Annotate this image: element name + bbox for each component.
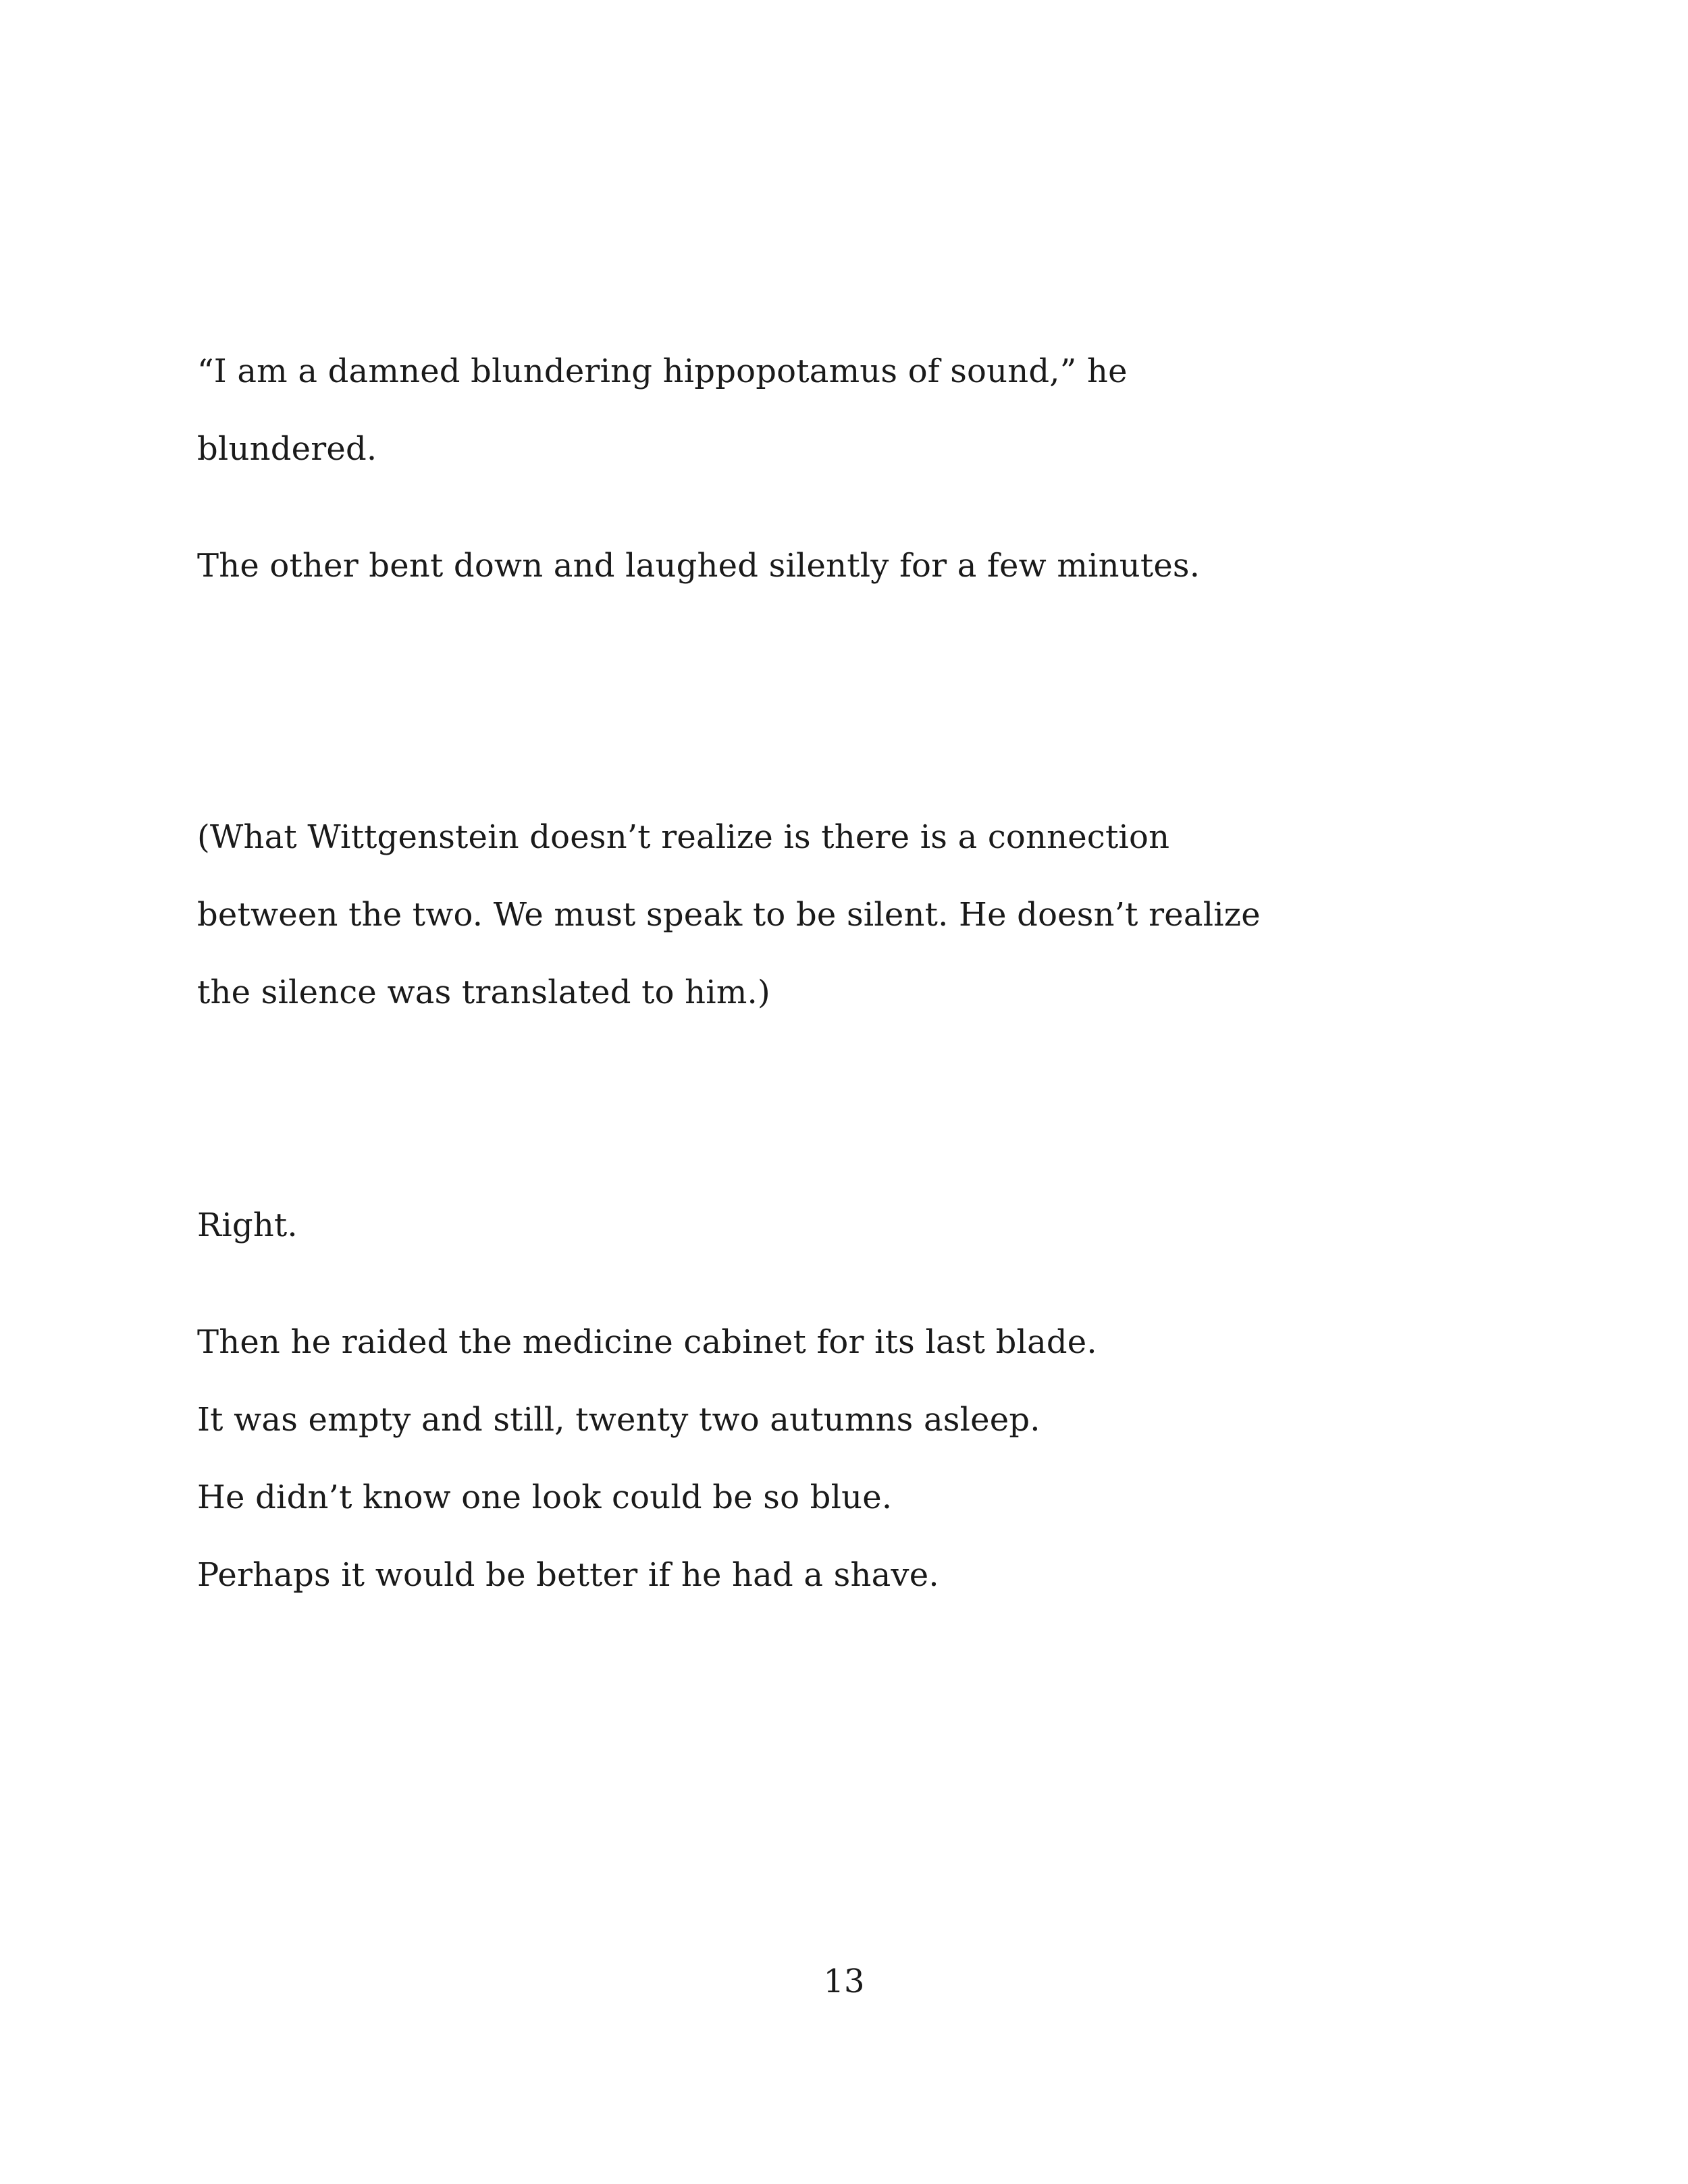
text-line: Right.	[197, 1206, 298, 1244]
text-line: He didn’t know one look could be so blue.	[197, 1479, 893, 1516]
text-line: Then he raided the medicine cabinet for its last blade.	[197, 1323, 1097, 1361]
text-line: the silence was translated to him.)	[197, 974, 770, 1011]
text-line: “I am a damned blundering hippopotamus of sound,” he	[197, 352, 1128, 390]
text-line: (What Wittgenstein doesn’t realize is there is a connection	[197, 818, 1170, 856]
page-number: 13	[823, 1963, 865, 2000]
text-line: between the two. We must speak to be silent. He doesn’t realize	[197, 896, 1261, 934]
text-line: Perhaps it would be better if he had a shave.	[197, 1556, 939, 1594]
text-line: The other bent down and laughed silently for a few minutes.	[197, 547, 1201, 585]
text-line: blundered.	[197, 430, 377, 468]
text-line: It was empty and still, twenty two autumns asleep.	[197, 1401, 1040, 1439]
